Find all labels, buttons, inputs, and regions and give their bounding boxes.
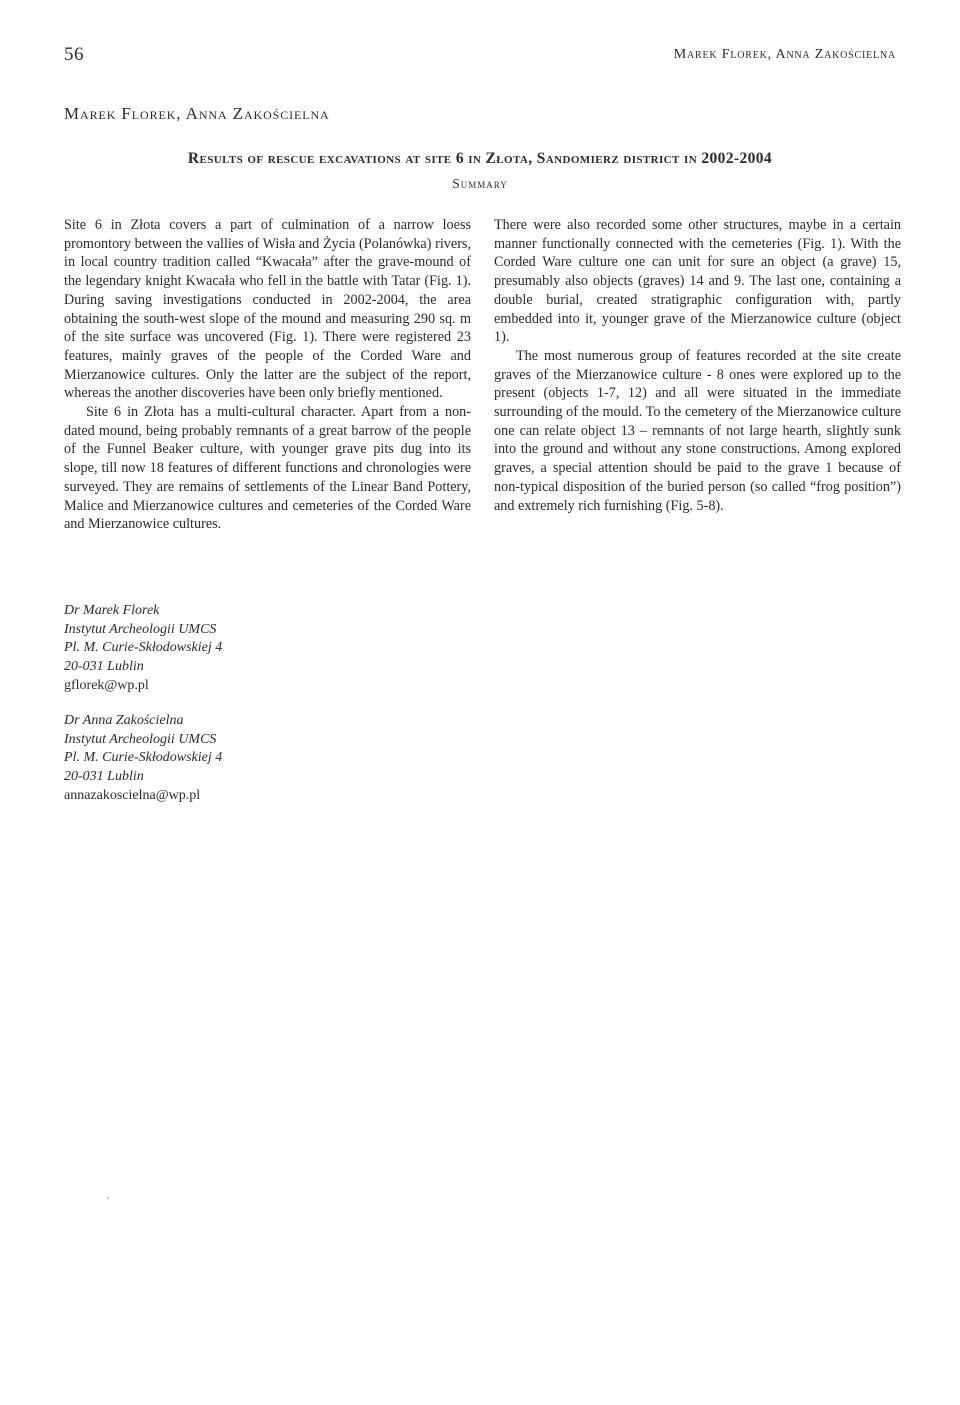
affiliation-name: Dr Marek Florek: [64, 603, 160, 618]
affiliation-street: Pl. M. Curie-Skłodowskiej 4: [64, 750, 223, 766]
affiliation-email: gflorek@wp.pl: [64, 677, 149, 693]
article-title: Results of rescue excavations at site 6 in Złota, Sandomierz district in 2002-2004: [187, 150, 773, 167]
affiliation-city: 20-031 Lublin: [64, 769, 144, 785]
summary-column-right: [494, 216, 901, 515]
author-affiliation: [64, 602, 222, 696]
author-affiliation: [64, 712, 222, 806]
affiliation-name: Dr Anna Zakościelna: [64, 713, 184, 728]
affiliation-institute: Instytut Archeologii UMCS: [64, 621, 217, 637]
running-header: [64, 44, 896, 68]
summary-paragraph: Site 6 in Złota covers a part of culmination of a narrow loess promontory between the vallies of Wisła and Życia (Polanówka) rivers, in local country tradition called “Kwacała” after the grave-mound of the legendary knight Kwacała who fell in the battle with Tatar (Fig. 1). During saving investigations conducted in 2002-2004, the area obtaining the south-west slope of the mound and measuring 290 sq. m of the site surface was uncovered (Fig. 1). There were registered 23 features, mainly graves of the people of the Corded Ware and Mierzanowice cultures. Only the latter are the subject of the report, whereas the another discoveries have been only briefly mentioned.: [64, 217, 471, 402]
affiliation-email: annazakoscielna@wp.pl: [64, 787, 201, 803]
affiliation-street: Pl. M. Curie-Skłodowskiej 4: [64, 640, 223, 656]
scan-speck: [107, 1197, 109, 1199]
page-number: 56: [64, 44, 84, 65]
summary-paragraph: Site 6 in Złota has a multi-cultural character. Apart from a non-dated mound, being probably remnants of a great barrow of the people of the Funnel Beaker culture, with younger grave pits dug into its slope, till now 18 features of different functions and chronologies were surveyed. They are remains of settlements of the Linear Band Pottery, Malice and Mierzanowice cultures and cemeteries of the Corded Ware and Mierzanowice cultures.: [64, 404, 471, 533]
article-authors: Marek Florek, Anna Zakościelna: [64, 104, 330, 123]
affiliation-institute: Instytut Archeologii UMCS: [64, 731, 217, 747]
summary-paragraph: There were also recorded some other structures, maybe in a certain manner functionally connected with the cemeteries (Fig. 1). With the Corded Ware culture one can unit for sure an object (a grave) 15, presumably also objects (graves) 14 and 9. The last one, containing a double burial, created stratigraphic configuration with, partly embedded into it, younger grave of the Mierzanowice culture (object 1).: [494, 217, 901, 346]
running-header-authors: Marek Florek, Anna Zakościelna: [673, 47, 896, 62]
affiliation-city: 20-031 Lublin: [64, 659, 144, 675]
section-label: Summary: [452, 176, 508, 191]
summary-paragraph: The most numerous group of features recorded at the site create graves of the Mierzanowice culture - 8 ones were explored up to the present (objects 1-7, 12) and all were situated in the immediate surrounding of the mould. To the cemetery of the Mierzanowice culture one can relate object 13 – remnants of not large hearth, slightly sunk into the ground and without any stone constructions. Among explored graves, a special attention should be paid to the grave 1 because of non-typical disposition of the buried person (so called “frog position”) and extremely rich furnishing (Fig. 5-8).: [494, 347, 901, 514]
summary-column-left: [64, 216, 471, 534]
